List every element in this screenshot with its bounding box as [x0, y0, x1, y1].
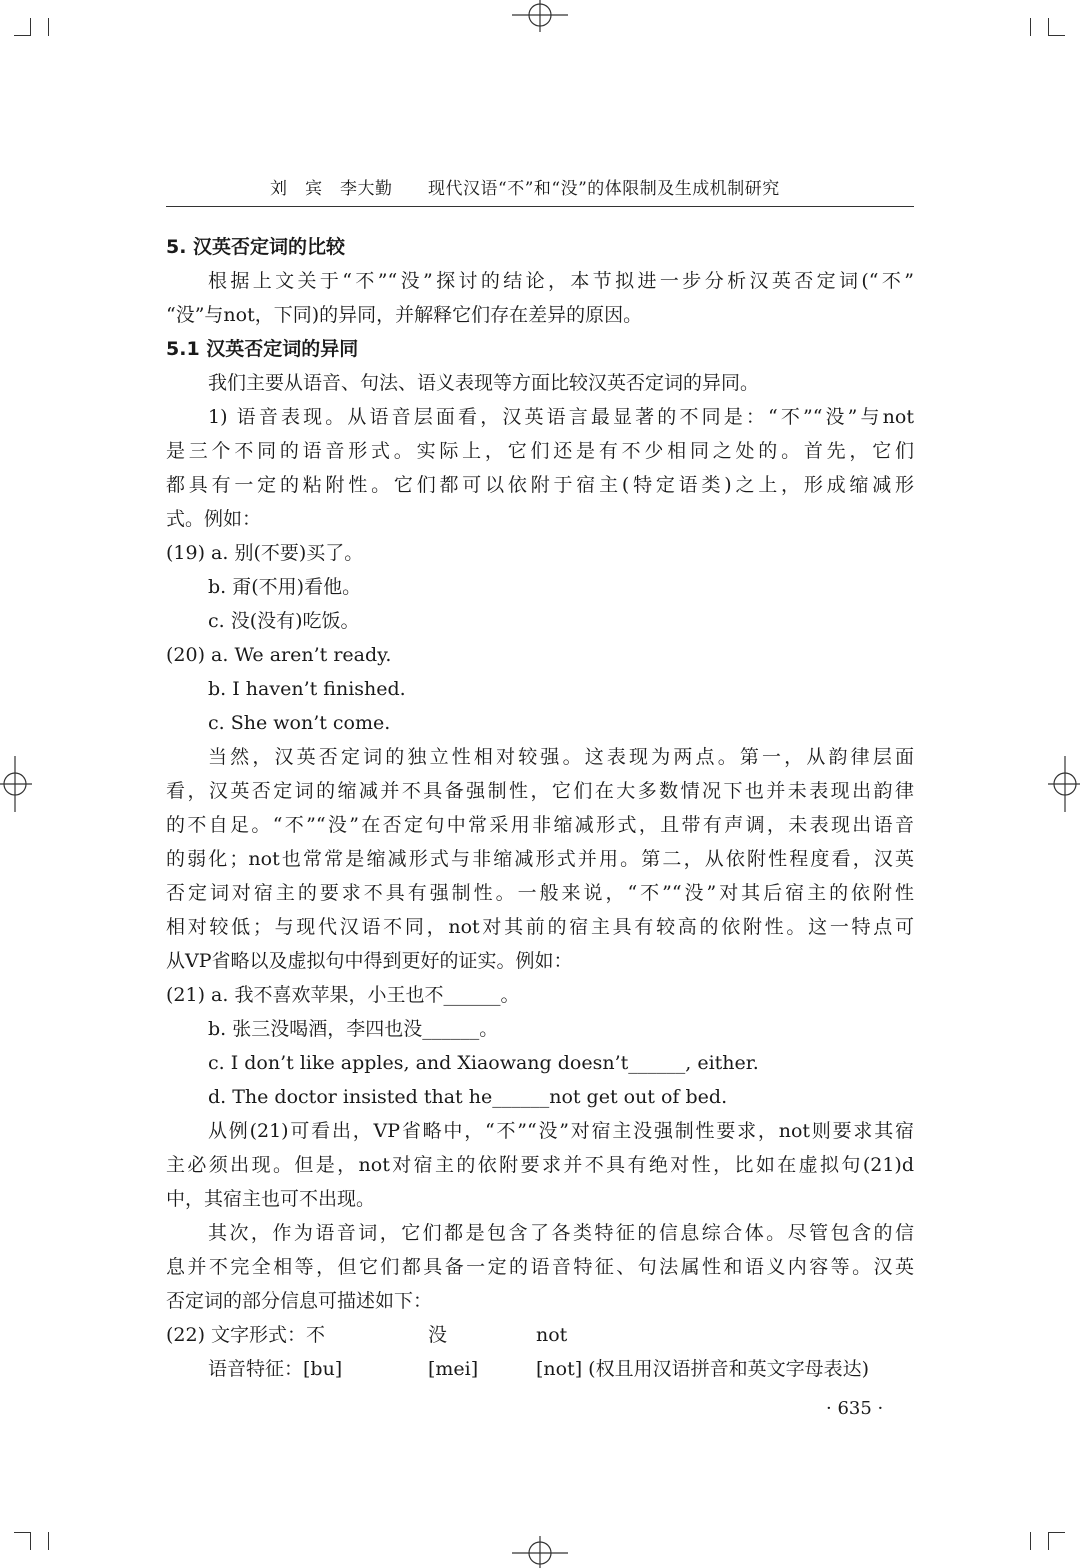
- paragraph-line: 看，汉英否定词的缩减并不具备强制性，它们在大多数情况下也并未表现出韵律: [166, 780, 914, 802]
- paragraph-line: “没”与not，下同)的异同，并解释它们存在差异的原因。: [166, 304, 643, 326]
- header-authors: 刘 宾 李大勤: [270, 179, 393, 199]
- example-21a: (21) a. 我不喜欢苹果，小王也不______。: [166, 984, 520, 1006]
- example-21b: b. 张三没喝酒，李四也没______。: [208, 1018, 499, 1040]
- crop-mark-bottom-left: [48, 1532, 49, 1550]
- header-rule: [166, 206, 914, 207]
- header-title: 现代汉语“不”和“没”的体限制及生成机制研究: [428, 179, 780, 199]
- paragraph-line: 中，其宿主也可不出现。: [166, 1188, 376, 1210]
- example-19b: b. 甭(不用)看他。: [208, 576, 362, 598]
- crop-mark-top-left: [48, 18, 49, 36]
- registration-mark-left: [0, 754, 34, 814]
- example-22-col2: [mei]: [428, 1358, 479, 1380]
- example-22-row-2: [166, 1356, 914, 1382]
- crop-mark-top-left: [30, 18, 31, 36]
- crop-mark-top-left: [14, 35, 31, 36]
- example-20c: c. She won’t come.: [208, 712, 391, 734]
- example-22-label: (22) 文字形式：不: [166, 1324, 326, 1346]
- registration-mark-bottom: [510, 1534, 570, 1568]
- example-22-row-1: [166, 1322, 914, 1348]
- example-22-label: 语音特征：[bu]: [208, 1358, 343, 1380]
- example-19c: c. 没(没有)吃饭。: [208, 610, 360, 632]
- paragraph-line: 相对较低；与现代汉语不同，not对其前的宿主具有较高的依附性。这一特点可: [166, 916, 914, 938]
- page-number: · 635 ·: [826, 1398, 884, 1419]
- registration-mark-top: [510, 0, 570, 34]
- crop-mark-bottom-left: [30, 1532, 31, 1550]
- example-22-col2: 没: [428, 1324, 448, 1346]
- crop-mark-top-right: [1030, 18, 1031, 36]
- example-19a: (19) a. 别(不要)买了。: [166, 542, 364, 564]
- example-20a: (20) a. We aren’t ready.: [166, 644, 392, 666]
- crop-mark-bottom-right: [1048, 1532, 1065, 1533]
- crop-mark-top-right: [1048, 18, 1049, 36]
- paragraph-line: 否定词的部分信息可描述如下：: [166, 1290, 433, 1312]
- paragraph-line: 我们主要从语音、句法、语义表现等方面比较汉英否定词的异同。: [208, 372, 760, 394]
- example-21d: d. The doctor insisted that he______not get out of bed.: [208, 1086, 728, 1108]
- paragraph-line: 根据上文关于“不”“没”探讨的结论，本节拟进一步分析汉英否定词(“不”: [208, 270, 914, 292]
- example-20b: b. I haven’t finished.: [208, 678, 406, 700]
- paragraph-line: 主必须出现。但是，not对宿主的依附要求并不具有绝对性，比如在虚拟句(21)d: [166, 1154, 914, 1176]
- paragraph-line: 式。例如：: [166, 508, 262, 530]
- paragraph-line: 其次，作为语音词，它们都是包含了各类特征的信息综合体。尽管包含的信: [208, 1222, 914, 1244]
- paragraph-line: 否定词对宿主的要求不具有强制性。一般来说，“不”“没”对其后宿主的依附性: [166, 882, 914, 904]
- paragraph-line: 的不自足。“不”“没”在否定句中常采用非缩减形式，且带有声调，未表现出语音: [166, 814, 914, 836]
- section-heading-5-1: 5.1 汉英否定词的异同: [166, 338, 359, 360]
- paragraph-line: 都具有一定的粘附性。它们都可以依附于宿主(特定语类)之上，形成缩减形: [166, 474, 914, 496]
- crop-mark-top-right: [1048, 35, 1065, 36]
- paragraph-line: 息并不完全相等，但它们都具备一定的语音特征、句法属性和语义内容等。汉英: [166, 1256, 914, 1278]
- paragraph-line: 从例(21)可看出，VP省略中，“不”“没”对宿主没强制性要求，not则要求其宿: [208, 1120, 914, 1142]
- example-22-col3: not: [536, 1324, 568, 1346]
- paragraph-line: 的弱化；not也常常是缩减形式与非缩减形式并用。第二，从依附性程度看，汉英: [166, 848, 914, 870]
- paragraph-line: 从VP省略以及虚拟句中得到更好的证实。例如：: [166, 950, 573, 972]
- crop-mark-bottom-left: [14, 1532, 31, 1533]
- registration-mark-right: [1046, 754, 1080, 814]
- paragraph-line: 当然，汉英否定词的独立性相对较强。这表现为两点。第一，从韵律层面: [208, 746, 914, 768]
- crop-mark-bottom-right: [1030, 1532, 1031, 1550]
- paragraph-line: 是三个不同的语音形式。实际上，它们还是有不少相同之处的。首先，它们: [166, 440, 914, 462]
- crop-mark-bottom-right: [1048, 1532, 1049, 1550]
- example-21c: c. I don’t like apples, and Xiaowang doesn’t______, either.: [208, 1052, 759, 1074]
- paragraph-line: 1) 语音表现。从语音层面看，汉英语言最显著的不同是：“不”“没”与not: [208, 406, 914, 428]
- section-heading-5: 5. 汉英否定词的比较: [166, 236, 346, 258]
- example-22-col3: [not] (权且用汉语拼音和英文字母表达): [536, 1358, 870, 1380]
